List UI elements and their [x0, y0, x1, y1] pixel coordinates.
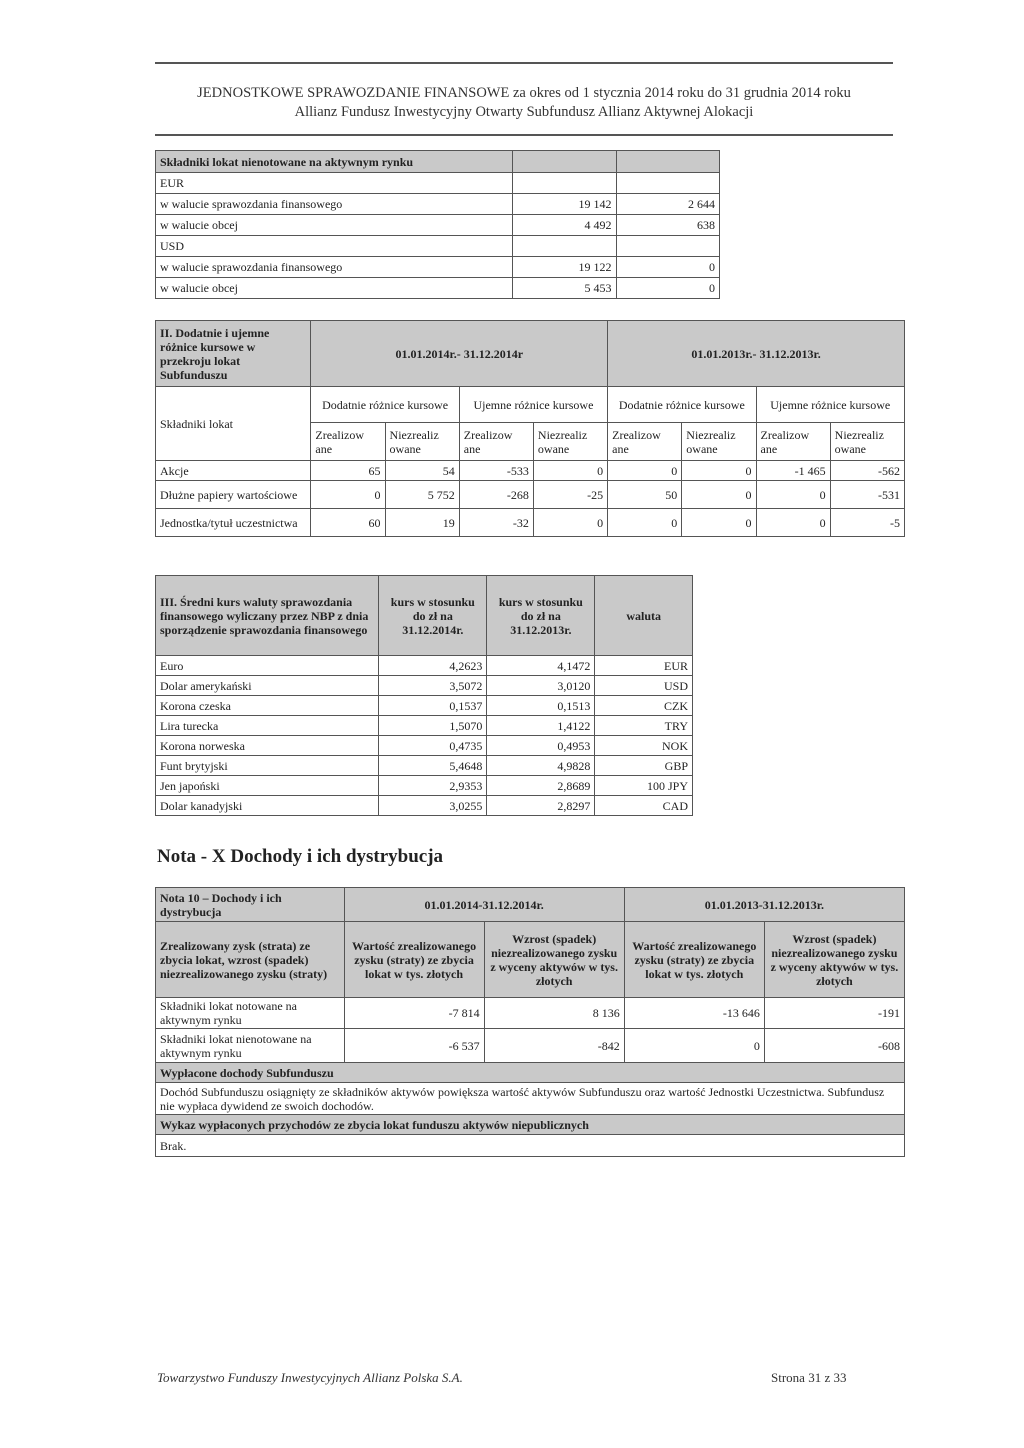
table-row-label: Akcje — [156, 461, 311, 481]
paid-income-text: Dochód Subfunduszu osiągnięty ze składników aktywów powiększa wartość aktywów Subfunduszu oraz wartość Jednostki Uczestnictwa. Subfundusz nie wypłaca dywidend ze swoich dochodów. — [156, 1083, 905, 1115]
table-row-label: w walucie sprawozdania finansowego — [156, 194, 513, 215]
table-row-label: USD — [156, 236, 513, 257]
table-row-label: Dolar kanadyjski — [156, 796, 379, 816]
table-row-label: Składniki lokat notowane na aktywnym rynku — [156, 998, 345, 1029]
nonpublic-income-text: Brak. — [156, 1135, 905, 1157]
header-rule-bottom — [155, 134, 893, 136]
table-row-label: w walucie obcej — [156, 278, 513, 299]
table-row-label: Funt brytyjski — [156, 756, 379, 776]
table-row-label: EUR — [156, 173, 513, 194]
table-row-label: Lira turecka — [156, 716, 379, 736]
table2-period-2013: 01.01.2013r.- 31.12.2013r. — [608, 321, 905, 387]
table-row-label: Składniki lokat nienotowane na aktywnym rynku — [156, 1029, 345, 1063]
header-rule-top — [155, 62, 893, 64]
report-title: JEDNOSTKOWE SPRAWOZDANIE FINANSOWE za okres od 1 stycznia 2014 roku do 31 grudnia 2014 roku — [197, 85, 851, 101]
table-income-distribution: Nota 10 – Dochody i ich dystrybucja 01.01.2014-31.12.2014r. 01.01.2013-31.12.2013r. Zrealizowany zysk (strata) ze zbycia lokat, wzrost (spadek) niezrealizowanego zysku (straty) Wartość zrealizowanego zysku (straty) ze zbycia lokat w tys. złotych Wzrost (spadek) niezrealizowanego zysku z wyceny aktywów w tys. złotych Wartość zrealizowanego zysku (straty) ze zbycia lokat w tys. złotych Wzrost (spadek) niezrealizowanego zysku z wyceny aktywów w tys. złotych Składniki lokat notowane na aktywnym rynku -7 814 8 136 -13 646 -191 Składniki lokat nienotowane na aktywnym rynku -6 537 -842 0 -608 Wypłacone dochody Subfunduszu Dochód Subfunduszu osiągnięty ze składników aktywów powiększa wartość aktywów Subfunduszu oraz wartość Jednostki Uczestnictwa. Subfundusz nie wypłaca dywidend ze swoich dochodów. Wykaz wypłaconych przychodów ze zbycia lokat funduszu aktywów niepublicznych Brak. — [155, 887, 905, 1157]
nota-heading: Nota - X Dochody i ich dystrybucja — [157, 846, 444, 867]
table2-title: II. Dodatnie i ujemne różnice kursowe w przekroju lokat Subfunduszu — [156, 321, 311, 387]
fund-name: Allianz Fundusz Inwestycyjny Otwarty Subfundusz Allianz Aktywnej Alokacji — [294, 104, 754, 120]
table-row-label: Dolar amerykański — [156, 676, 379, 696]
table-row-label: Korona norweska — [156, 736, 379, 756]
table1-title: Składniki lokat nienotowane na aktywnym rynku — [156, 151, 513, 173]
table-row-label: Jen japoński — [156, 776, 379, 796]
table-row-label: w walucie sprawozdania finansowego — [156, 257, 513, 278]
nonpublic-income-title: Wykaz wypłaconych przychodów ze zbycia lokat funduszu aktywów niepublicznych — [156, 1115, 905, 1135]
table-row-label: Dłużne papiery wartościowe — [156, 481, 311, 509]
table-row-label: w walucie obcej — [156, 215, 513, 236]
table-unlisted-currency: Składniki lokat nienotowane na aktywnym rynku EUR w walucie sprawozdania finansowego 19 142 2 644 w walucie obcej 4 492 638 USD w walucie sprawozdania finansowego 19 122 0 w walucie obcej 5 453 0 — [155, 150, 720, 299]
footer-page-number: Strona 31 z 33 — [771, 1370, 847, 1385]
footer-company: Towarzystwo Funduszy Inwestycyjnych Allianz Polska S.A. — [157, 1370, 463, 1385]
table-fx-differences: II. Dodatnie i ujemne różnice kursowe w przekroju lokat Subfunduszu 01.01.2014r.- 31.12.2014r 01.01.2013r.- 31.12.2013r. Składniki lokat Dodatnie różnice kursowe Ujemne różnice kursowe Dodatnie różnice kursowe Ujemne różnice kursowe Zrealizow ane Niezrealiz owane Zrealizow ane Niezrealiz owane Zrealizow ane Niezrealiz owane Zrealizow ane Niezrealiz owane Akcje 65 54 -533 0 0 0 -1 465 -562 Dłużne papiery wartościowe 0 5 752 -268 -25 50 0 0 -531 Jednostka/tytuł uczestnictwa 60 19 -32 0 0 0 0 -5 — [155, 320, 905, 537]
table2-items-label: Składniki lokat — [156, 387, 311, 461]
table-nbp-rates: III. Średni kurs waluty sprawozdania finansowego wyliczany przez NBP z dnia sporządzenie sprawozdania finansowego kurs w stosunku do zł na 31.12.2014r. kurs w stosunku do zł na 31.12.2013r. waluta Euro 4,2623 4,1472 EUR Dolar amerykański 3,5072 3,0120 USD Korona czeska 0,1537 0,1513 CZK Lira turecka 1,5070 1,4122 TRY Korona norweska 0,4735 0,4953 NOK Funt brytyjski 5,4648 4,9828 GBP Jen japoński 2,9353 2,8689 100 JPY Dolar kanadyjski 3,0255 2,8297 CAD — [155, 575, 693, 816]
table2-period-2014: 01.01.2014r.- 31.12.2014r — [311, 321, 608, 387]
table4-title: Nota 10 – Dochody i ich dystrybucja — [156, 888, 345, 922]
table-row-label: Jednostka/tytuł uczestnictwa — [156, 509, 311, 537]
table3-title: III. Średni kurs waluty sprawozdania finansowego wyliczany przez NBP z dnia sporządzenie sprawozdania finansowego — [156, 576, 379, 656]
table-row-label: Korona czeska — [156, 696, 379, 716]
paid-income-title: Wypłacone dochody Subfunduszu — [156, 1063, 905, 1083]
table-row-label: Euro — [156, 656, 379, 676]
